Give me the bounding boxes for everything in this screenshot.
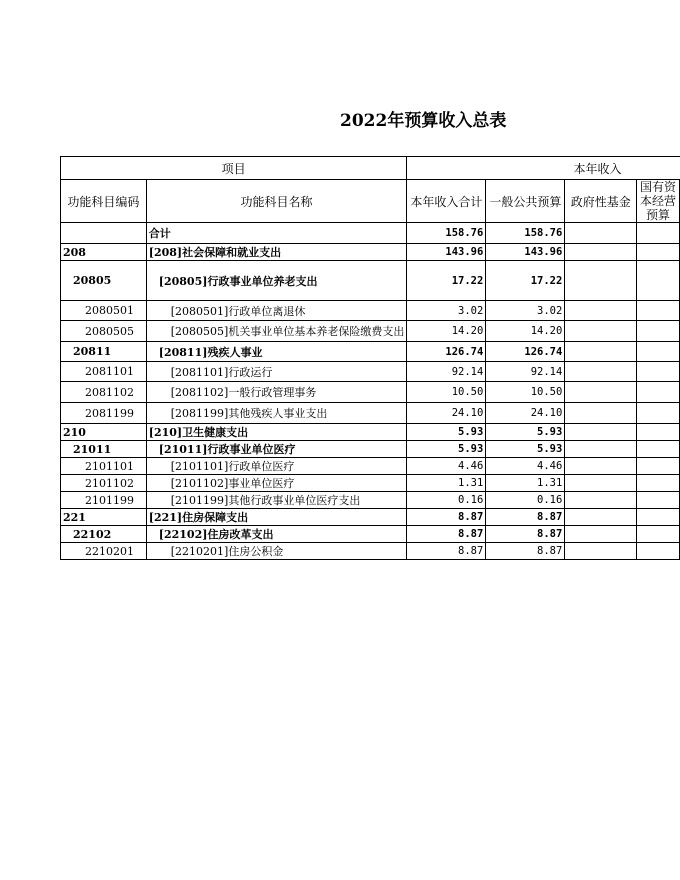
cell-code: 2101101 — [61, 458, 147, 475]
table-row — [61, 403, 680, 424]
cell-general: 3.02 — [486, 301, 565, 321]
cell-state — [637, 424, 680, 441]
header-general: 一般公共预算 — [486, 180, 565, 223]
cell-total: 24.10 — [407, 403, 486, 424]
table-row — [61, 475, 680, 492]
cell-fund — [565, 223, 637, 244]
cell-name: [22102]住房改革支出 — [146, 526, 407, 543]
cell-name: [221]住房保障支出 — [146, 509, 407, 526]
cell-general: 0.16 — [486, 492, 565, 509]
cell-fund — [565, 458, 637, 475]
cell-name: [20811]残疾人事业 — [146, 342, 407, 362]
table-row — [61, 543, 680, 560]
cell-name: [2101101]行政单位医疗 — [146, 458, 407, 475]
cell-general: 10.50 — [486, 382, 565, 403]
table-row — [61, 458, 680, 475]
cell-code: 2080505 — [61, 321, 147, 342]
cell-code: 2210201 — [61, 543, 147, 560]
header-state: 国有资本经营预算 — [637, 180, 680, 223]
cell-state — [637, 261, 680, 301]
cell-name: 合计 — [146, 223, 407, 244]
cell-fund — [565, 261, 637, 301]
cell-name: [2210201]住房公积金 — [146, 543, 407, 560]
cell-general: 8.87 — [486, 526, 565, 543]
table-row — [61, 362, 680, 382]
cell-total: 3.02 — [407, 301, 486, 321]
table-row — [61, 342, 680, 362]
cell-total: 158.76 — [407, 223, 486, 244]
table-row — [61, 244, 680, 261]
cell-state — [637, 458, 680, 475]
page-title: 2022年预算收入总表 — [340, 111, 507, 131]
cell-code: 20805 — [61, 261, 147, 301]
cell-code: 2081101 — [61, 362, 147, 382]
cell-state — [637, 301, 680, 321]
table-row — [61, 526, 680, 543]
cell-total: 143.96 — [407, 244, 486, 261]
cell-total: 10.50 — [407, 382, 486, 403]
cell-state — [637, 342, 680, 362]
table-row — [61, 424, 680, 441]
cell-total: 1.31 — [407, 475, 486, 492]
cell-name: [20805]行政事业单位养老支出 — [146, 261, 407, 301]
cell-state — [637, 543, 680, 560]
cell-name: [210]卫生健康支出 — [146, 424, 407, 441]
cell-fund — [565, 301, 637, 321]
cell-total: 8.87 — [407, 526, 486, 543]
cell-name: [2081102]一般行政管理事务 — [146, 382, 407, 403]
cell-code: 2101199 — [61, 492, 147, 509]
cell-state — [637, 223, 680, 244]
cell-code: 22102 — [61, 526, 147, 543]
cell-total: 14.20 — [407, 321, 486, 342]
header-row-group — [61, 157, 680, 180]
cell-general: 92.14 — [486, 362, 565, 382]
cell-general: 1.31 — [486, 475, 565, 492]
cell-code: 2080501 — [61, 301, 147, 321]
cell-general: 158.76 — [486, 223, 565, 244]
cell-fund — [565, 475, 637, 492]
cell-fund — [565, 321, 637, 342]
table-row — [61, 261, 680, 301]
table-row — [61, 382, 680, 403]
header-income: 本年收入 — [407, 157, 680, 180]
cell-name: [2101199]其他行政事业单位医疗支出 — [146, 492, 407, 509]
cell-state — [637, 441, 680, 458]
cell-code: 221 — [61, 509, 147, 526]
cell-state — [637, 321, 680, 342]
cell-total: 8.87 — [407, 509, 486, 526]
cell-general: 126.74 — [486, 342, 565, 362]
cell-state — [637, 382, 680, 403]
cell-name: [2081101]行政运行 — [146, 362, 407, 382]
cell-general: 24.10 — [486, 403, 565, 424]
cell-code: 2081199 — [61, 403, 147, 424]
cell-general: 17.22 — [486, 261, 565, 301]
cell-state — [637, 244, 680, 261]
cell-code: 21011 — [61, 441, 147, 458]
header-total: 本年收入合计 — [407, 180, 486, 223]
cell-general: 5.93 — [486, 424, 565, 441]
table-row — [61, 441, 680, 458]
cell-state — [637, 492, 680, 509]
cell-total: 8.87 — [407, 543, 486, 560]
cell-fund — [565, 244, 637, 261]
cell-fund — [565, 543, 637, 560]
cell-state — [637, 526, 680, 543]
cell-total: 92.14 — [407, 362, 486, 382]
cell-name: [21011]行政事业单位医疗 — [146, 441, 407, 458]
cell-general: 5.93 — [486, 441, 565, 458]
cell-code — [61, 223, 147, 244]
cell-total: 0.16 — [407, 492, 486, 509]
cell-state — [637, 362, 680, 382]
cell-total: 126.74 — [407, 342, 486, 362]
cell-fund — [565, 492, 637, 509]
header-project: 项目 — [61, 157, 407, 180]
table-row — [61, 509, 680, 526]
cell-total: 4.46 — [407, 458, 486, 475]
cell-fund — [565, 509, 637, 526]
cell-name: [2080505]机关事业单位基本养老保险缴费支出 — [146, 321, 407, 342]
cell-fund — [565, 526, 637, 543]
header-row-columns — [61, 180, 680, 223]
cell-general: 8.87 — [486, 543, 565, 560]
cell-name: [2101102]事业单位医疗 — [146, 475, 407, 492]
cell-code: 2101102 — [61, 475, 147, 492]
cell-total: 5.93 — [407, 424, 486, 441]
table-row — [61, 321, 680, 342]
cell-name: [2080501]行政单位离退休 — [146, 301, 407, 321]
cell-name: [208]社会保障和就业支出 — [146, 244, 407, 261]
table-row — [61, 492, 680, 509]
header-fund: 政府性基金 — [565, 180, 637, 223]
header-name: 功能科目名称 — [146, 180, 407, 223]
cell-state — [637, 475, 680, 492]
cell-fund — [565, 424, 637, 441]
cell-code: 20811 — [61, 342, 147, 362]
header-code: 功能科目编码 — [61, 180, 147, 223]
cell-general: 4.46 — [486, 458, 565, 475]
budget-table — [60, 156, 680, 560]
cell-fund — [565, 342, 637, 362]
cell-name: [2081199]其他残疾人事业支出 — [146, 403, 407, 424]
cell-code: 2081102 — [61, 382, 147, 403]
cell-code: 208 — [61, 244, 147, 261]
cell-state — [637, 403, 680, 424]
cell-general: 14.20 — [486, 321, 565, 342]
table-row — [61, 223, 680, 244]
cell-total: 5.93 — [407, 441, 486, 458]
cell-general: 143.96 — [486, 244, 565, 261]
cell-state — [637, 509, 680, 526]
cell-total: 17.22 — [407, 261, 486, 301]
cell-general: 8.87 — [486, 509, 565, 526]
cell-fund — [565, 441, 637, 458]
cell-fund — [565, 403, 637, 424]
cell-fund — [565, 382, 637, 403]
cell-code: 210 — [61, 424, 147, 441]
table-row — [61, 301, 680, 321]
cell-fund — [565, 362, 637, 382]
